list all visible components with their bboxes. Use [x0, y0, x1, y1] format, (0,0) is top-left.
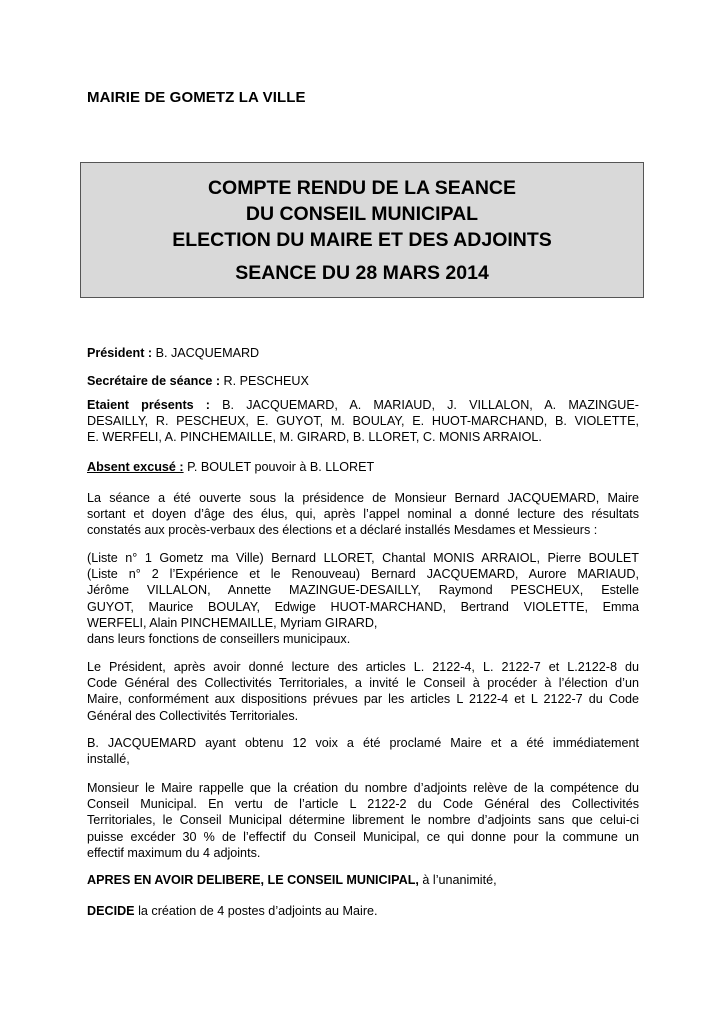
absent-line [87, 459, 639, 475]
deliberation-line: APRES EN AVOIR DELIBERE, LE CONSEIL MUNICIPAL, à l’unanimité, [87, 873, 497, 887]
attendees-line-2: DESAILLY, R. PESCHEUX, E. GUYOT, M. BOULAY, E. HUOT-MARCHAND, B. VIOLETTE, [87, 414, 639, 429]
absent-label: Absent excusé : [87, 460, 184, 474]
president-value: B. JACQUEMARD [152, 346, 260, 360]
president-line [87, 345, 639, 361]
decision-label: DECIDE [87, 904, 135, 918]
secretary-line [87, 373, 639, 389]
adjoints-paragraph: Monsieur le Maire rappelle que la création du nombre d’adjoints relève de la compétence du Conseil Municipal. En vertu de l’article L 2122-2 du Code Général des Collectivités Territoriales, le Conseil Municipal détermine librement le nombre d’adjoints sans que celui-ci puisse excéder 30 % de l’effectif du Conseil Municipal, ce qui donne pour la commune un effectif maximum du 4 adjoints. [87, 781, 639, 860]
lists-paragraph: (Liste n° 1 Gometz ma Ville) Bernard LLORET, Chantal MONIS ARRAIOL, Pierre BOULET (Liste n° 2 l’Expérience et le Renouveau) Bernard JACQUEMARD, Aurore MARIAUD, Jérôme VILLALON, Annette MAZINGUE-DESAILLY, Raymond PESCHEUX, Estelle GUYOT, Maurice BOULAY, Edwige HUOT-MARCHAND, Bertrand VIOLETTE, Emma WERFELI, Alain PINCHEMAILLE, Myriam GIRARD, dans leurs fonctions de conseillers municipaux. [87, 551, 639, 647]
deliberation-label: APRES EN AVOIR DELIBERE, LE CONSEIL MUNICIPAL, [87, 873, 419, 887]
decision-line: DECIDE la création de 4 postes d’adjoints au Maire. [87, 904, 378, 918]
mayor-elected-paragraph: B. JACQUEMARD ayant obtenu 12 voix a été proclamé Maire et a été immédiatement installé, [87, 736, 639, 767]
attendees-paragraph [87, 397, 639, 446]
title-line-3: ELECTION DU MAIRE ET DES ADJOINTS [172, 229, 552, 251]
attendees-line-3: E. WERFELI, A. PINCHEMAILLE, M. GIRARD, B. LLORET, C. MONIS ARRAIOL. [87, 430, 542, 445]
president-reading-paragraph: Le Président, après avoir donné lecture des articles L. 2122-4, L. 2122-7 et L.2122-8 du Code Général des Collectivités Territoriales, a invité le Conseil à procéder à l’élection d’un Maire, conformément aux dispositions prévues par les articles L 2122-4 et L 2122-7 du Code Général des Collectivités Territoriales. [87, 660, 639, 723]
organization-header: MAIRIE DE GOMETZ LA VILLE [87, 89, 306, 106]
opening-paragraph: La séance a été ouverte sous la présidence de Monsieur Bernard JACQUEMARD, Maire sortant et doyen d’âge des élus, qui, après l’appel nominal a donné lecture des résultats constatés aux procès-verbaux des élections et a déclaré installés Mesdames et Messieurs : [87, 491, 639, 538]
title-box [80, 162, 644, 298]
title-line-1: COMPTE RENDU DE LA SEANCE [207, 177, 517, 199]
session-date-title: SEANCE DU 28 MARS 2014 [235, 262, 489, 284]
attendees-label: Etaient présents : [87, 398, 210, 412]
secretary-value: R. PESCHEUX [220, 374, 309, 388]
absent-value: P. BOULET pouvoir à B. LLORET [183, 460, 375, 474]
attendees-line-1: Etaient présents : B. JACQUEMARD, A. MARIAUD, J. VILLALON, A. MAZINGUE- [87, 398, 639, 412]
president-label: Président : [87, 346, 153, 360]
secretary-label: Secrétaire de séance : [87, 374, 221, 388]
title-line-2: DU CONSEIL MUNICIPAL [245, 203, 479, 225]
